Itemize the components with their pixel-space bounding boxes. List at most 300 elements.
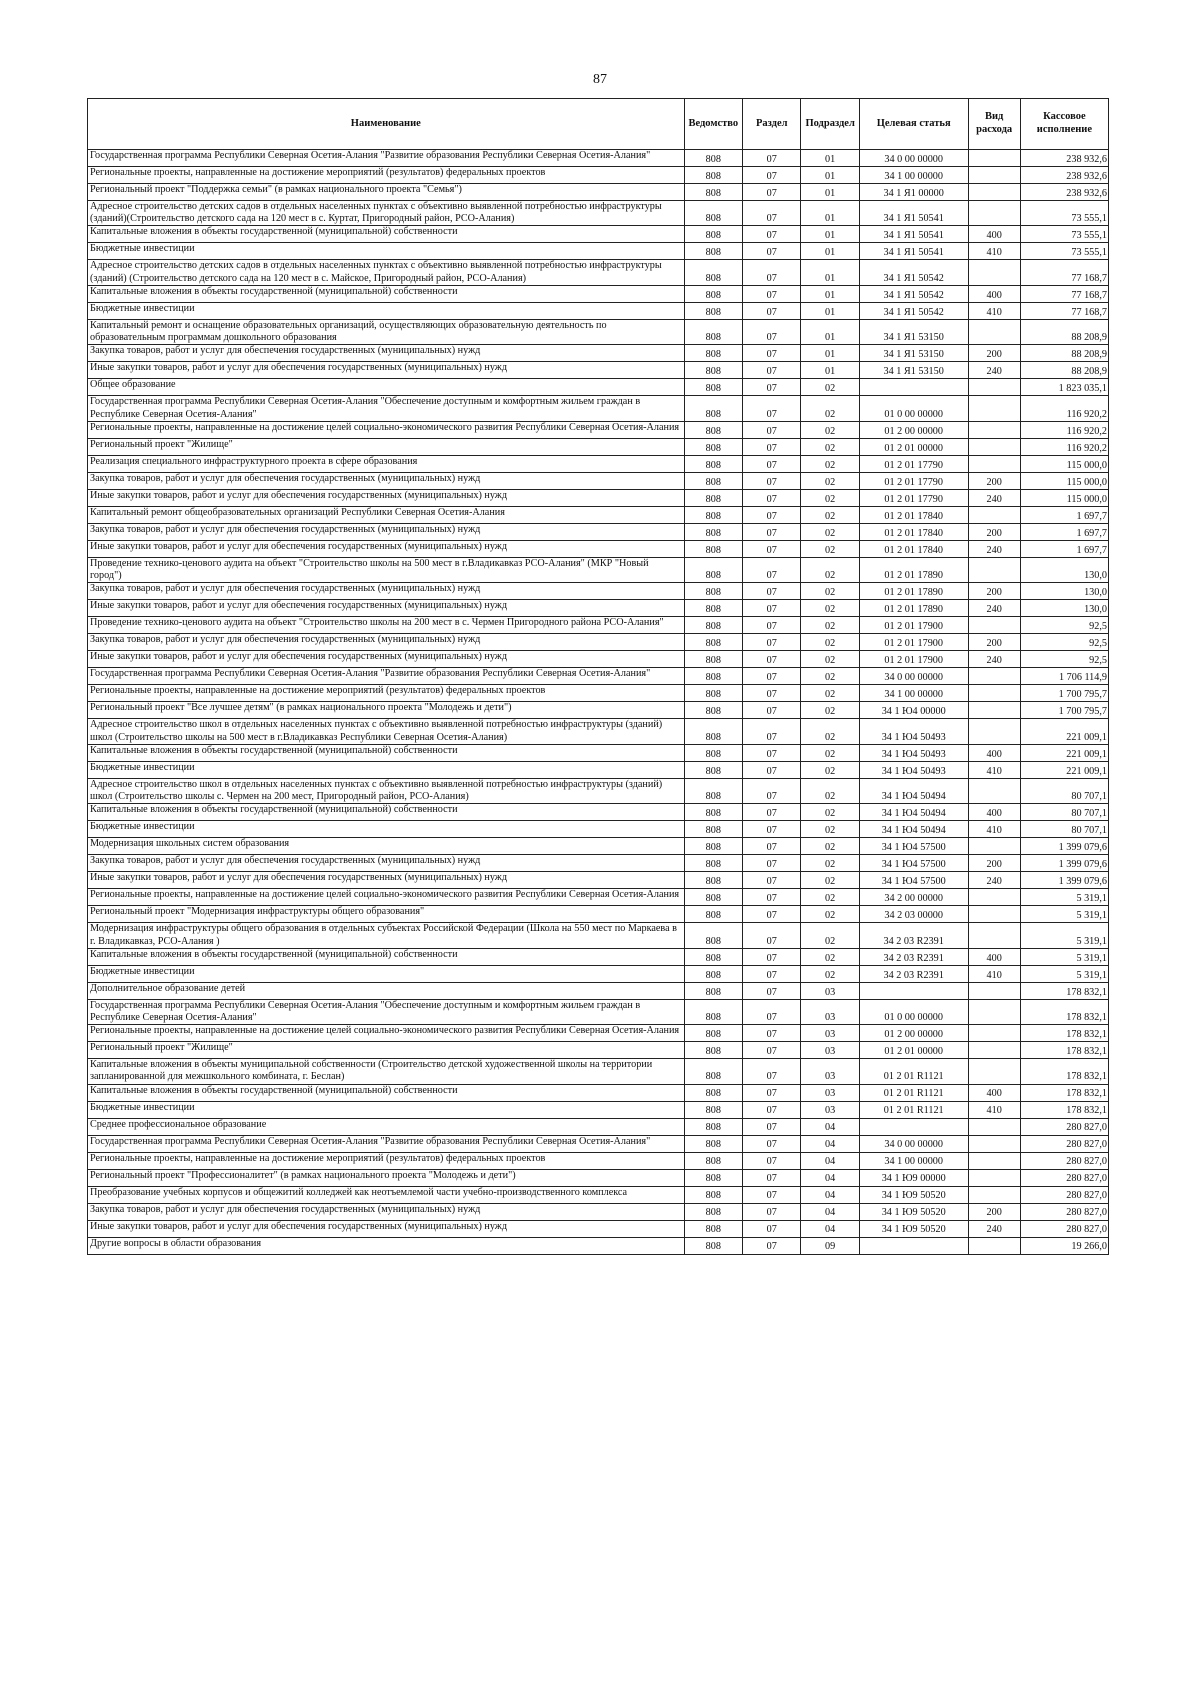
- cell-cash-execution: 280 827,0: [1020, 1169, 1108, 1186]
- cell-expense-type: 400: [968, 285, 1020, 302]
- cell-cash-execution: 1 700 795,7: [1020, 685, 1108, 702]
- cell-cash-execution: 1 700 795,7: [1020, 702, 1108, 719]
- table-row: [88, 1084, 1109, 1101]
- cell-target-article: 01 2 01 17790: [859, 489, 968, 506]
- cell-expense-type: 200: [968, 472, 1020, 489]
- cell-name: Государственная программа Республики Северная Осетия-Алания "Развитие образования Республики Северная Осетия-Алания": [88, 1135, 685, 1152]
- table-row: [88, 421, 1109, 438]
- cell-name: Среднее профессиональное образование: [88, 1118, 685, 1135]
- cell-target-article: 01 2 01 17900: [859, 634, 968, 651]
- cell-department: 808: [684, 1237, 742, 1254]
- cell-name: Капитальный ремонт общеобразовательных организаций Республики Северная Осетия-Алания: [88, 506, 685, 523]
- cell-section: 07: [743, 260, 801, 285]
- table-row: [88, 583, 1109, 600]
- cell-expense-type: 240: [968, 872, 1020, 889]
- table-row: [88, 1220, 1109, 1237]
- cell-expense-type: 400: [968, 744, 1020, 761]
- cell-target-article: 01 2 01 17840: [859, 506, 968, 523]
- cell-target-article: [859, 379, 968, 396]
- cell-section: 07: [743, 1220, 801, 1237]
- cell-name: Модернизация инфраструктуры общего образования в отдельных субъектах Российской Федерации (Школа на 550 мест по Маркаева в г. Владикавказ, РСО-Алания ): [88, 923, 685, 948]
- cell-subsection: 04: [801, 1220, 859, 1237]
- cell-cash-execution: 5 319,1: [1020, 965, 1108, 982]
- cell-subsection: 03: [801, 1059, 859, 1084]
- cell-target-article: 34 1 Ю4 50494: [859, 821, 968, 838]
- cell-target-article: 01 0 00 00000: [859, 999, 968, 1024]
- table-row: [88, 302, 1109, 319]
- cell-section: 07: [743, 999, 801, 1024]
- cell-name: Государственная программа Республики Северная Осетия-Алания "Обеспечение доступным и комфортным жильем граждан в Республике Северная Осетия-Алания": [88, 396, 685, 421]
- cell-section: 07: [743, 362, 801, 379]
- cell-subsection: 01: [801, 201, 859, 226]
- cell-subsection: 02: [801, 583, 859, 600]
- cell-target-article: 34 1 Ю4 50493: [859, 744, 968, 761]
- table-row: [88, 744, 1109, 761]
- cell-subsection: 01: [801, 362, 859, 379]
- cell-subsection: 01: [801, 184, 859, 201]
- cell-name: Капитальные вложения в объекты государственной (муниципальной) собственности: [88, 1084, 685, 1101]
- cell-target-article: 34 1 Ю4 50494: [859, 804, 968, 821]
- cell-name: Иные закупки товаров, работ и услуг для обеспечения государственных (муниципальных) нужд: [88, 489, 685, 506]
- cell-expense-type: 410: [968, 761, 1020, 778]
- cell-cash-execution: 92,5: [1020, 634, 1108, 651]
- cell-expense-type: [968, 702, 1020, 719]
- cell-expense-type: [968, 668, 1020, 685]
- cell-department: 808: [684, 1135, 742, 1152]
- cell-target-article: 34 1 Я1 50542: [859, 302, 968, 319]
- cell-target-article: 34 1 Я1 50541: [859, 201, 968, 226]
- cell-expense-type: 240: [968, 1220, 1020, 1237]
- cell-target-article: 34 2 03 R2391: [859, 948, 968, 965]
- cell-department: 808: [684, 184, 742, 201]
- cell-cash-execution: 221 009,1: [1020, 761, 1108, 778]
- cell-name: Общее образование: [88, 379, 685, 396]
- cell-cash-execution: 5 319,1: [1020, 923, 1108, 948]
- cell-department: 808: [684, 583, 742, 600]
- cell-subsection: 02: [801, 421, 859, 438]
- cell-name: Капитальные вложения в объекты государственной (муниципальной) собственности: [88, 226, 685, 243]
- cell-department: 808: [684, 702, 742, 719]
- cell-target-article: 34 1 Я1 00000: [859, 184, 968, 201]
- cell-cash-execution: 280 827,0: [1020, 1152, 1108, 1169]
- cell-name: Региональные проекты, направленные на достижение целей социально-экономического развития Республики Северная Осетия-Алания: [88, 421, 685, 438]
- cell-name: Адресное строительство школ в отдельных населенных пунктах с объективно выявленной потребностью инфраструктуры (зданий) школ (Строительство школы с. Чермен на 200 мест, Пригородный район, РСО-Алания): [88, 778, 685, 803]
- cell-cash-execution: 1 823 035,1: [1020, 379, 1108, 396]
- cell-section: 07: [743, 167, 801, 184]
- table-row: [88, 600, 1109, 617]
- cell-name: Иные закупки товаров, работ и услуг для обеспечения государственных (муниципальных) нужд: [88, 651, 685, 668]
- cell-department: 808: [684, 634, 742, 651]
- cell-section: 07: [743, 804, 801, 821]
- cell-department: 808: [684, 421, 742, 438]
- cell-expense-type: [968, 379, 1020, 396]
- cell-department: 808: [684, 821, 742, 838]
- cell-department: 808: [684, 668, 742, 685]
- table-row: [88, 761, 1109, 778]
- cell-name: Бюджетные инвестиции: [88, 761, 685, 778]
- cell-department: 808: [684, 167, 742, 184]
- table-row: [88, 1237, 1109, 1254]
- cell-section: 07: [743, 379, 801, 396]
- cell-expense-type: [968, 889, 1020, 906]
- cell-cash-execution: 238 932,6: [1020, 167, 1108, 184]
- cell-department: 808: [684, 1220, 742, 1237]
- cell-section: 07: [743, 982, 801, 999]
- cell-cash-execution: 115 000,0: [1020, 472, 1108, 489]
- table-row: [88, 778, 1109, 803]
- cell-name: Региональные проекты, направленные на достижение мероприятий (результатов) федеральных проектов: [88, 685, 685, 702]
- cell-subsection: 02: [801, 540, 859, 557]
- cell-department: 808: [684, 302, 742, 319]
- cell-expense-type: [968, 982, 1020, 999]
- cell-name: Закупка товаров, работ и услуг для обеспечения государственных (муниципальных) нужд: [88, 855, 685, 872]
- cell-target-article: 34 0 00 00000: [859, 150, 968, 167]
- cell-target-article: 34 1 Ю4 50493: [859, 719, 968, 744]
- cell-section: 07: [743, 617, 801, 634]
- cell-target-article: 34 1 Я1 50542: [859, 260, 968, 285]
- cell-section: 07: [743, 761, 801, 778]
- cell-department: 808: [684, 396, 742, 421]
- cell-section: 07: [743, 540, 801, 557]
- table-row: [88, 889, 1109, 906]
- cell-target-article: 34 1 Ю4 57500: [859, 838, 968, 855]
- table-row: [88, 489, 1109, 506]
- cell-expense-type: 240: [968, 600, 1020, 617]
- cell-subsection: 02: [801, 396, 859, 421]
- table-row: [88, 719, 1109, 744]
- cell-section: 07: [743, 778, 801, 803]
- table-row: [88, 1169, 1109, 1186]
- cell-target-article: 34 1 Ю9 50520: [859, 1203, 968, 1220]
- cell-department: 808: [684, 201, 742, 226]
- table-row: [88, 1101, 1109, 1118]
- cell-section: 07: [743, 506, 801, 523]
- table-row: [88, 396, 1109, 421]
- cell-department: 808: [684, 948, 742, 965]
- cell-cash-execution: 1 706 114,9: [1020, 668, 1108, 685]
- table-row: [88, 557, 1109, 582]
- cell-subsection: 02: [801, 379, 859, 396]
- cell-name: Государственная программа Республики Северная Осетия-Алания "Развитие образования Республики Северная Осетия-Алания": [88, 150, 685, 167]
- table-row: [88, 1059, 1109, 1084]
- cell-expense-type: 240: [968, 362, 1020, 379]
- table-row: [88, 226, 1109, 243]
- cell-cash-execution: 116 920,2: [1020, 421, 1108, 438]
- cell-target-article: 34 1 Ю4 57500: [859, 872, 968, 889]
- table-row: [88, 855, 1109, 872]
- cell-name: Государственная программа Республики Северная Осетия-Алания "Развитие образования Республики Северная Осетия-Алания": [88, 668, 685, 685]
- page-number: 87: [593, 72, 607, 87]
- cell-department: 808: [684, 744, 742, 761]
- cell-department: 808: [684, 1101, 742, 1118]
- cell-target-article: 34 1 Я1 53150: [859, 345, 968, 362]
- cell-department: 808: [684, 906, 742, 923]
- cell-expense-type: [968, 421, 1020, 438]
- table-row: [88, 362, 1109, 379]
- cell-department: 808: [684, 1059, 742, 1084]
- cell-name: Проведение технико-ценового аудита на объект "Строительство школы на 500 мест в г.Владикавказ РСО-Алания" (МКР "Новый город"): [88, 557, 685, 582]
- cell-department: 808: [684, 243, 742, 260]
- cell-expense-type: 240: [968, 489, 1020, 506]
- header-target-article: Целевая статья: [859, 99, 968, 150]
- cell-name: Капитальные вложения в объекты государственной (муниципальной) собственности: [88, 804, 685, 821]
- cell-expense-type: [968, 778, 1020, 803]
- cell-target-article: 01 2 01 17790: [859, 472, 968, 489]
- table-body: [88, 150, 1109, 1255]
- cell-expense-type: [968, 1169, 1020, 1186]
- cell-section: 07: [743, 285, 801, 302]
- cell-cash-execution: 1 697,7: [1020, 506, 1108, 523]
- cell-name: Региональные проекты, направленные на достижение целей социально-экономического развития Республики Северная Осетия-Алания: [88, 1025, 685, 1042]
- cell-subsection: 04: [801, 1186, 859, 1203]
- table-row: [88, 167, 1109, 184]
- cell-expense-type: 410: [968, 243, 1020, 260]
- cell-target-article: 01 2 01 R1121: [859, 1084, 968, 1101]
- cell-cash-execution: 5 319,1: [1020, 889, 1108, 906]
- cell-name: Капитальные вложения в объекты государственной (муниципальной) собственности: [88, 285, 685, 302]
- cell-cash-execution: 130,0: [1020, 557, 1108, 582]
- cell-subsection: 01: [801, 260, 859, 285]
- cell-target-article: 34 1 Я1 53150: [859, 319, 968, 344]
- cell-name: Капитальные вложения в объекты государственной (муниципальной) собственности: [88, 948, 685, 965]
- cell-cash-execution: 1 399 079,6: [1020, 855, 1108, 872]
- cell-cash-execution: 178 832,1: [1020, 982, 1108, 999]
- cell-expense-type: 410: [968, 821, 1020, 838]
- cell-department: 808: [684, 1118, 742, 1135]
- cell-section: 07: [743, 345, 801, 362]
- cell-section: 07: [743, 1118, 801, 1135]
- cell-department: 808: [684, 557, 742, 582]
- cell-department: 808: [684, 872, 742, 889]
- header-section: Раздел: [743, 99, 801, 150]
- cell-subsection: 01: [801, 302, 859, 319]
- header-name: Наименование: [88, 99, 685, 150]
- cell-name: Региональный проект "Все лучшее детям" (в рамках национального проекта "Молодежь и дети"): [88, 702, 685, 719]
- cell-expense-type: [968, 557, 1020, 582]
- table-row: [88, 804, 1109, 821]
- cell-subsection: 01: [801, 243, 859, 260]
- table-row: [88, 319, 1109, 344]
- cell-cash-execution: 221 009,1: [1020, 744, 1108, 761]
- cell-cash-execution: 178 832,1: [1020, 1059, 1108, 1084]
- cell-subsection: 02: [801, 685, 859, 702]
- cell-subsection: 04: [801, 1152, 859, 1169]
- cell-section: 07: [743, 838, 801, 855]
- cell-target-article: [859, 982, 968, 999]
- cell-target-article: 01 2 01 17900: [859, 651, 968, 668]
- cell-department: 808: [684, 455, 742, 472]
- cell-cash-execution: 19 266,0: [1020, 1237, 1108, 1254]
- budget-execution-table: [87, 98, 1109, 1255]
- cell-subsection: 02: [801, 634, 859, 651]
- table-row: [88, 1203, 1109, 1220]
- cell-expense-type: [968, 396, 1020, 421]
- cell-section: 07: [743, 906, 801, 923]
- cell-department: 808: [684, 838, 742, 855]
- cell-name: Реализация специального инфраструктурного проекта в сфере образования: [88, 455, 685, 472]
- cell-subsection: 01: [801, 285, 859, 302]
- cell-department: 808: [684, 889, 742, 906]
- cell-name: Региональный проект "Поддержка семьи" (в рамках национального проекта "Семья"): [88, 184, 685, 201]
- cell-target-article: 34 1 Ю4 50493: [859, 761, 968, 778]
- cell-department: 808: [684, 1152, 742, 1169]
- cell-subsection: 02: [801, 668, 859, 685]
- cell-target-article: 01 2 00 00000: [859, 421, 968, 438]
- cell-expense-type: [968, 319, 1020, 344]
- cell-subsection: 02: [801, 838, 859, 855]
- cell-target-article: 34 1 Ю4 57500: [859, 855, 968, 872]
- cell-name: Модернизация школьных систем образования: [88, 838, 685, 855]
- cell-section: 07: [743, 421, 801, 438]
- cell-expense-type: 200: [968, 634, 1020, 651]
- cell-section: 07: [743, 965, 801, 982]
- table-row: [88, 243, 1109, 260]
- cell-target-article: 01 2 01 00000: [859, 438, 968, 455]
- cell-name: Иные закупки товаров, работ и услуг для обеспечения государственных (муниципальных) нужд: [88, 540, 685, 557]
- cell-subsection: 02: [801, 778, 859, 803]
- cell-target-article: 34 2 03 R2391: [859, 965, 968, 982]
- cell-subsection: 01: [801, 345, 859, 362]
- cell-expense-type: [968, 1135, 1020, 1152]
- cell-section: 07: [743, 396, 801, 421]
- cell-cash-execution: 280 827,0: [1020, 1118, 1108, 1135]
- cell-target-article: 01 2 00 00000: [859, 1025, 968, 1042]
- table-row: [88, 948, 1109, 965]
- cell-cash-execution: 1 697,7: [1020, 523, 1108, 540]
- cell-name: Капитальный ремонт и оснащение образовательных организаций, осуществляющих образовательную деятельность по образовательным программам дошкольного образования: [88, 319, 685, 344]
- cell-cash-execution: 115 000,0: [1020, 455, 1108, 472]
- cell-department: 808: [684, 523, 742, 540]
- cell-expense-type: [968, 167, 1020, 184]
- cell-expense-type: [968, 923, 1020, 948]
- cell-subsection: 04: [801, 1135, 859, 1152]
- table-row: [88, 906, 1109, 923]
- cell-section: 07: [743, 1101, 801, 1118]
- cell-subsection: 02: [801, 702, 859, 719]
- cell-cash-execution: 280 827,0: [1020, 1203, 1108, 1220]
- cell-expense-type: [968, 1059, 1020, 1084]
- cell-subsection: 02: [801, 455, 859, 472]
- cell-department: 808: [684, 778, 742, 803]
- header-cash-execution: Кассовое исполнение: [1020, 99, 1108, 150]
- cell-target-article: 01 2 01 17890: [859, 600, 968, 617]
- cell-expense-type: [968, 617, 1020, 634]
- cell-target-article: [859, 1118, 968, 1135]
- cell-cash-execution: 116 920,2: [1020, 438, 1108, 455]
- cell-subsection: 02: [801, 923, 859, 948]
- cell-cash-execution: 116 920,2: [1020, 396, 1108, 421]
- cell-cash-execution: 130,0: [1020, 600, 1108, 617]
- cell-cash-execution: 130,0: [1020, 583, 1108, 600]
- cell-expense-type: [968, 184, 1020, 201]
- table-row: [88, 184, 1109, 201]
- cell-cash-execution: 73 555,1: [1020, 201, 1108, 226]
- header-department: Ведомство: [684, 99, 742, 150]
- cell-department: 808: [684, 285, 742, 302]
- cell-expense-type: 240: [968, 540, 1020, 557]
- cell-expense-type: [968, 906, 1020, 923]
- cell-subsection: 02: [801, 855, 859, 872]
- cell-target-article: [859, 1237, 968, 1254]
- table-row: [88, 685, 1109, 702]
- cell-subsection: 02: [801, 804, 859, 821]
- cell-target-article: 01 2 01 17840: [859, 540, 968, 557]
- cell-department: 808: [684, 150, 742, 167]
- cell-cash-execution: 280 827,0: [1020, 1135, 1108, 1152]
- cell-department: 808: [684, 260, 742, 285]
- cell-section: 07: [743, 472, 801, 489]
- cell-expense-type: [968, 999, 1020, 1024]
- cell-expense-type: 410: [968, 965, 1020, 982]
- header-subsection: Подраздел: [801, 99, 859, 150]
- cell-target-article: 34 1 Я1 50542: [859, 285, 968, 302]
- cell-expense-type: [968, 1237, 1020, 1254]
- cell-target-article: 34 2 00 00000: [859, 889, 968, 906]
- cell-cash-execution: 88 208,9: [1020, 345, 1108, 362]
- cell-section: 07: [743, 872, 801, 889]
- cell-expense-type: 200: [968, 583, 1020, 600]
- cell-department: 808: [684, 379, 742, 396]
- cell-target-article: 34 1 Ю4 00000: [859, 702, 968, 719]
- cell-target-article: 34 1 Я1 50541: [859, 243, 968, 260]
- cell-expense-type: 400: [968, 804, 1020, 821]
- cell-department: 808: [684, 1203, 742, 1220]
- cell-section: 07: [743, 150, 801, 167]
- cell-subsection: 03: [801, 999, 859, 1024]
- cell-subsection: 02: [801, 472, 859, 489]
- cell-target-article: 34 2 03 00000: [859, 906, 968, 923]
- cell-section: 07: [743, 302, 801, 319]
- cell-name: Бюджетные инвестиции: [88, 965, 685, 982]
- cell-name: Проведение технико-ценового аудита на объект "Строительство школы на 200 мест в с. Чермен Пригородного района РСО-Алания": [88, 617, 685, 634]
- cell-section: 07: [743, 201, 801, 226]
- table-row: [88, 455, 1109, 472]
- cell-section: 07: [743, 523, 801, 540]
- cell-department: 808: [684, 999, 742, 1024]
- cell-section: 07: [743, 744, 801, 761]
- cell-name: Региональный проект "Профессионалитет" (в рамках национального проекта "Молодежь и дети"): [88, 1169, 685, 1186]
- cell-department: 808: [684, 855, 742, 872]
- cell-name: Бюджетные инвестиции: [88, 821, 685, 838]
- cell-subsection: 04: [801, 1169, 859, 1186]
- cell-department: 808: [684, 1042, 742, 1059]
- cell-section: 07: [743, 1059, 801, 1084]
- cell-cash-execution: 92,5: [1020, 651, 1108, 668]
- cell-cash-execution: 178 832,1: [1020, 1025, 1108, 1042]
- table-row: [88, 540, 1109, 557]
- cell-department: 808: [684, 319, 742, 344]
- cell-department: 808: [684, 600, 742, 617]
- cell-section: 07: [743, 719, 801, 744]
- cell-name: Капитальные вложения в объекты муниципальной собственности (Строительство детской художественной школы на территории запланированной для межшкольного комбината, г. Беслан): [88, 1059, 685, 1084]
- cell-section: 07: [743, 1084, 801, 1101]
- table-row: [88, 1025, 1109, 1042]
- cell-department: 808: [684, 1186, 742, 1203]
- cell-target-article: 01 2 01 17790: [859, 455, 968, 472]
- table-row: [88, 617, 1109, 634]
- cell-target-article: 01 2 01 17890: [859, 583, 968, 600]
- cell-cash-execution: 178 832,1: [1020, 999, 1108, 1024]
- cell-cash-execution: 238 932,6: [1020, 150, 1108, 167]
- cell-cash-execution: 238 932,6: [1020, 184, 1108, 201]
- cell-target-article: 01 2 01 R1121: [859, 1101, 968, 1118]
- cell-subsection: 03: [801, 982, 859, 999]
- cell-cash-execution: 73 555,1: [1020, 243, 1108, 260]
- cell-section: 07: [743, 319, 801, 344]
- cell-subsection: 01: [801, 167, 859, 184]
- table-row: [88, 1152, 1109, 1169]
- cell-subsection: 01: [801, 226, 859, 243]
